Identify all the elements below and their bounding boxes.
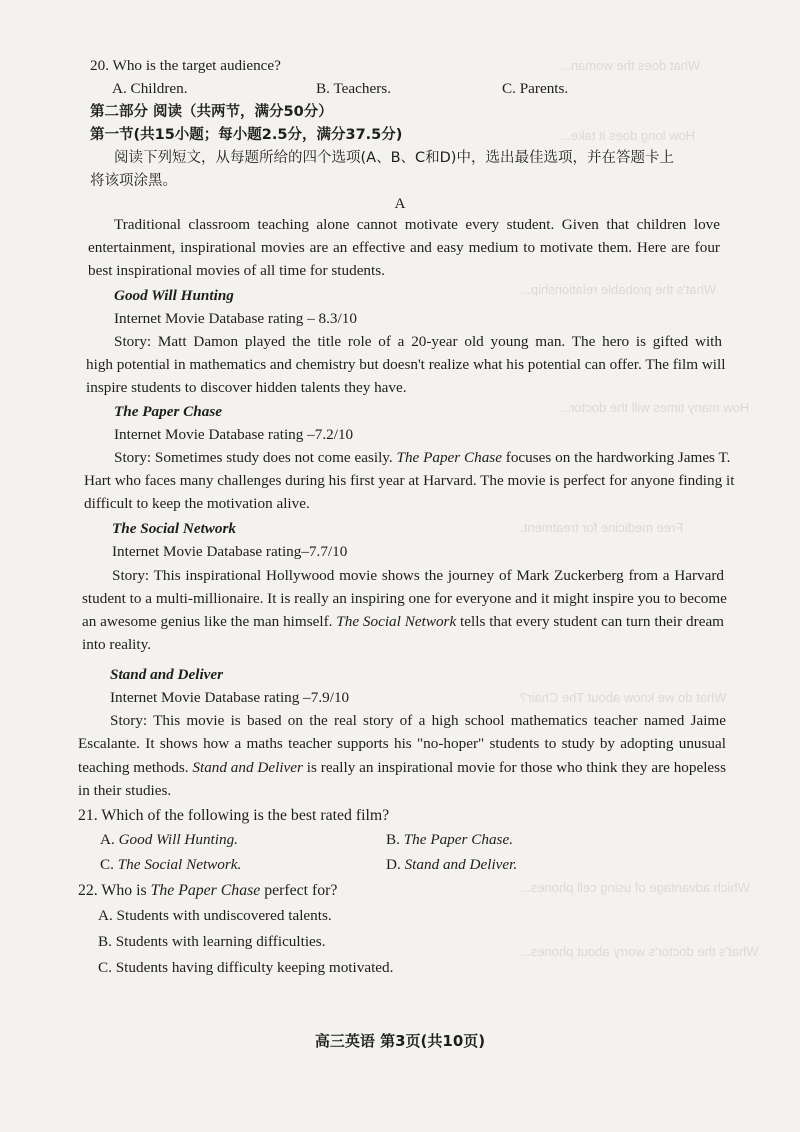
story-line: Story: Sometimes study does not come easily. The Paper Chase focuses on the hardworking James T.	[114, 449, 731, 466]
intro-line-2: entertainment, inspirational movies are an effective and easy medium to motivate them. Here are four	[88, 239, 720, 256]
movie-rating: Internet Movie Database rating–7.7/10	[112, 543, 348, 560]
story-line: inspire students to discover hidden talents they have.	[86, 379, 407, 396]
movie-title: The Paper Chase	[114, 403, 222, 420]
passage-label: A	[394, 195, 406, 212]
movie-title: Good Will Hunting	[114, 287, 234, 304]
section-subtitle: 第一节(共15小题；每小题2.5分，满分37.5分)	[90, 127, 403, 143]
q21-option-d: D. Stand and Deliver.	[386, 856, 518, 873]
show-through-text: How many times will the doctor...	[560, 400, 750, 415]
q22-option-c: C. Students having difficulty keeping motivated.	[98, 959, 394, 976]
story-line: an awesome genius like the man himself. The Social Network tells that every student can turn their dream	[82, 613, 724, 630]
intro-line-3: best inspirational movies of all time for students.	[88, 262, 385, 279]
q21-option-b: B. The Paper Chase.	[386, 831, 513, 848]
q20-option-a: A. Children.	[112, 80, 188, 97]
story-line: Hart who faces many challenges during his first year at Harvard. The movie is perfect for anyone finding it	[84, 472, 735, 489]
story-line: Story: Matt Damon played the title role of a 20-year old young man. The hero is gifted with	[114, 333, 722, 350]
q22-question: 22. Who is The Paper Chase perfect for?	[78, 882, 338, 899]
story-line: Escalante. It shows how a maths teacher supports his "no-hoper" students to study by adopting unusual	[78, 735, 726, 752]
q20-option-c: C. Parents.	[502, 80, 569, 97]
movie-rating: Internet Movie Database rating –7.9/10	[110, 689, 350, 706]
show-through-text: What do we know about The Chair?	[520, 690, 727, 705]
show-through-text: How long does it take...	[560, 128, 696, 143]
movie-title: Stand and Deliver	[110, 666, 224, 683]
part-title: 第二部分 阅读（共两节，满分50分）	[90, 104, 333, 120]
movie-title: The Social Network	[112, 520, 237, 537]
q21-question: 21. Which of the following is the best rated film?	[78, 807, 390, 824]
story-line: teaching methods. Stand and Deliver is really an inspirational movie for those who think they are hopeless	[78, 759, 726, 776]
q22-option-a: A. Students with undiscovered talents.	[98, 907, 332, 924]
page-footer: 高三英语 第3页(共10页)	[314, 1032, 486, 1050]
story-line: Story: This movie is based on the real story of a high school mathematics teacher named Jaime	[110, 712, 726, 729]
show-through-text: Which advantage of using cell phones...	[520, 880, 750, 895]
show-through-text: What's the probable relationship...	[520, 282, 717, 297]
q21-option-a: A. Good Will Hunting.	[100, 831, 238, 848]
instruction-line-2: 将该项涂黑。	[90, 173, 177, 189]
story-line: student to a multi-millionaire. It is really an inspiring one for everyone and it might inspire you to become	[82, 590, 727, 607]
story-line: high potential in mathematics and chemistry but doesn't realize what his potential can offer. The film will	[86, 356, 726, 373]
intro-line-1: Traditional classroom teaching alone cannot motivate every student. Given that children love	[114, 216, 720, 233]
show-through-text: What does the woman...	[560, 58, 701, 73]
instruction-line-1: 阅读下列短文，从每题所给的四个选项(A、B、C和D)中，选出最佳选项，并在答题卡上	[114, 150, 674, 166]
story-line: into reality.	[82, 636, 152, 653]
show-through-text: What's the doctor's worry about phones...	[520, 944, 759, 959]
q21-option-c: C. The Social Network.	[100, 856, 242, 873]
q20-question: 20. Who is the target audience?	[90, 57, 281, 74]
story-line: difficult to keep the motivation alive.	[84, 495, 310, 512]
movie-rating: Internet Movie Database rating – 8.3/10	[114, 310, 357, 327]
q20-option-b: B. Teachers.	[316, 80, 391, 97]
story-line: Story: This inspirational Hollywood movie shows the journey of Mark Zuckerberg from a Harvard	[112, 567, 724, 584]
q22-option-b: B. Students with learning difficulties.	[98, 933, 326, 950]
show-through-text: Free medicine for treatment.	[520, 520, 684, 535]
story-line: in their studies.	[78, 782, 172, 799]
movie-rating: Internet Movie Database rating –7.2/10	[114, 426, 354, 443]
